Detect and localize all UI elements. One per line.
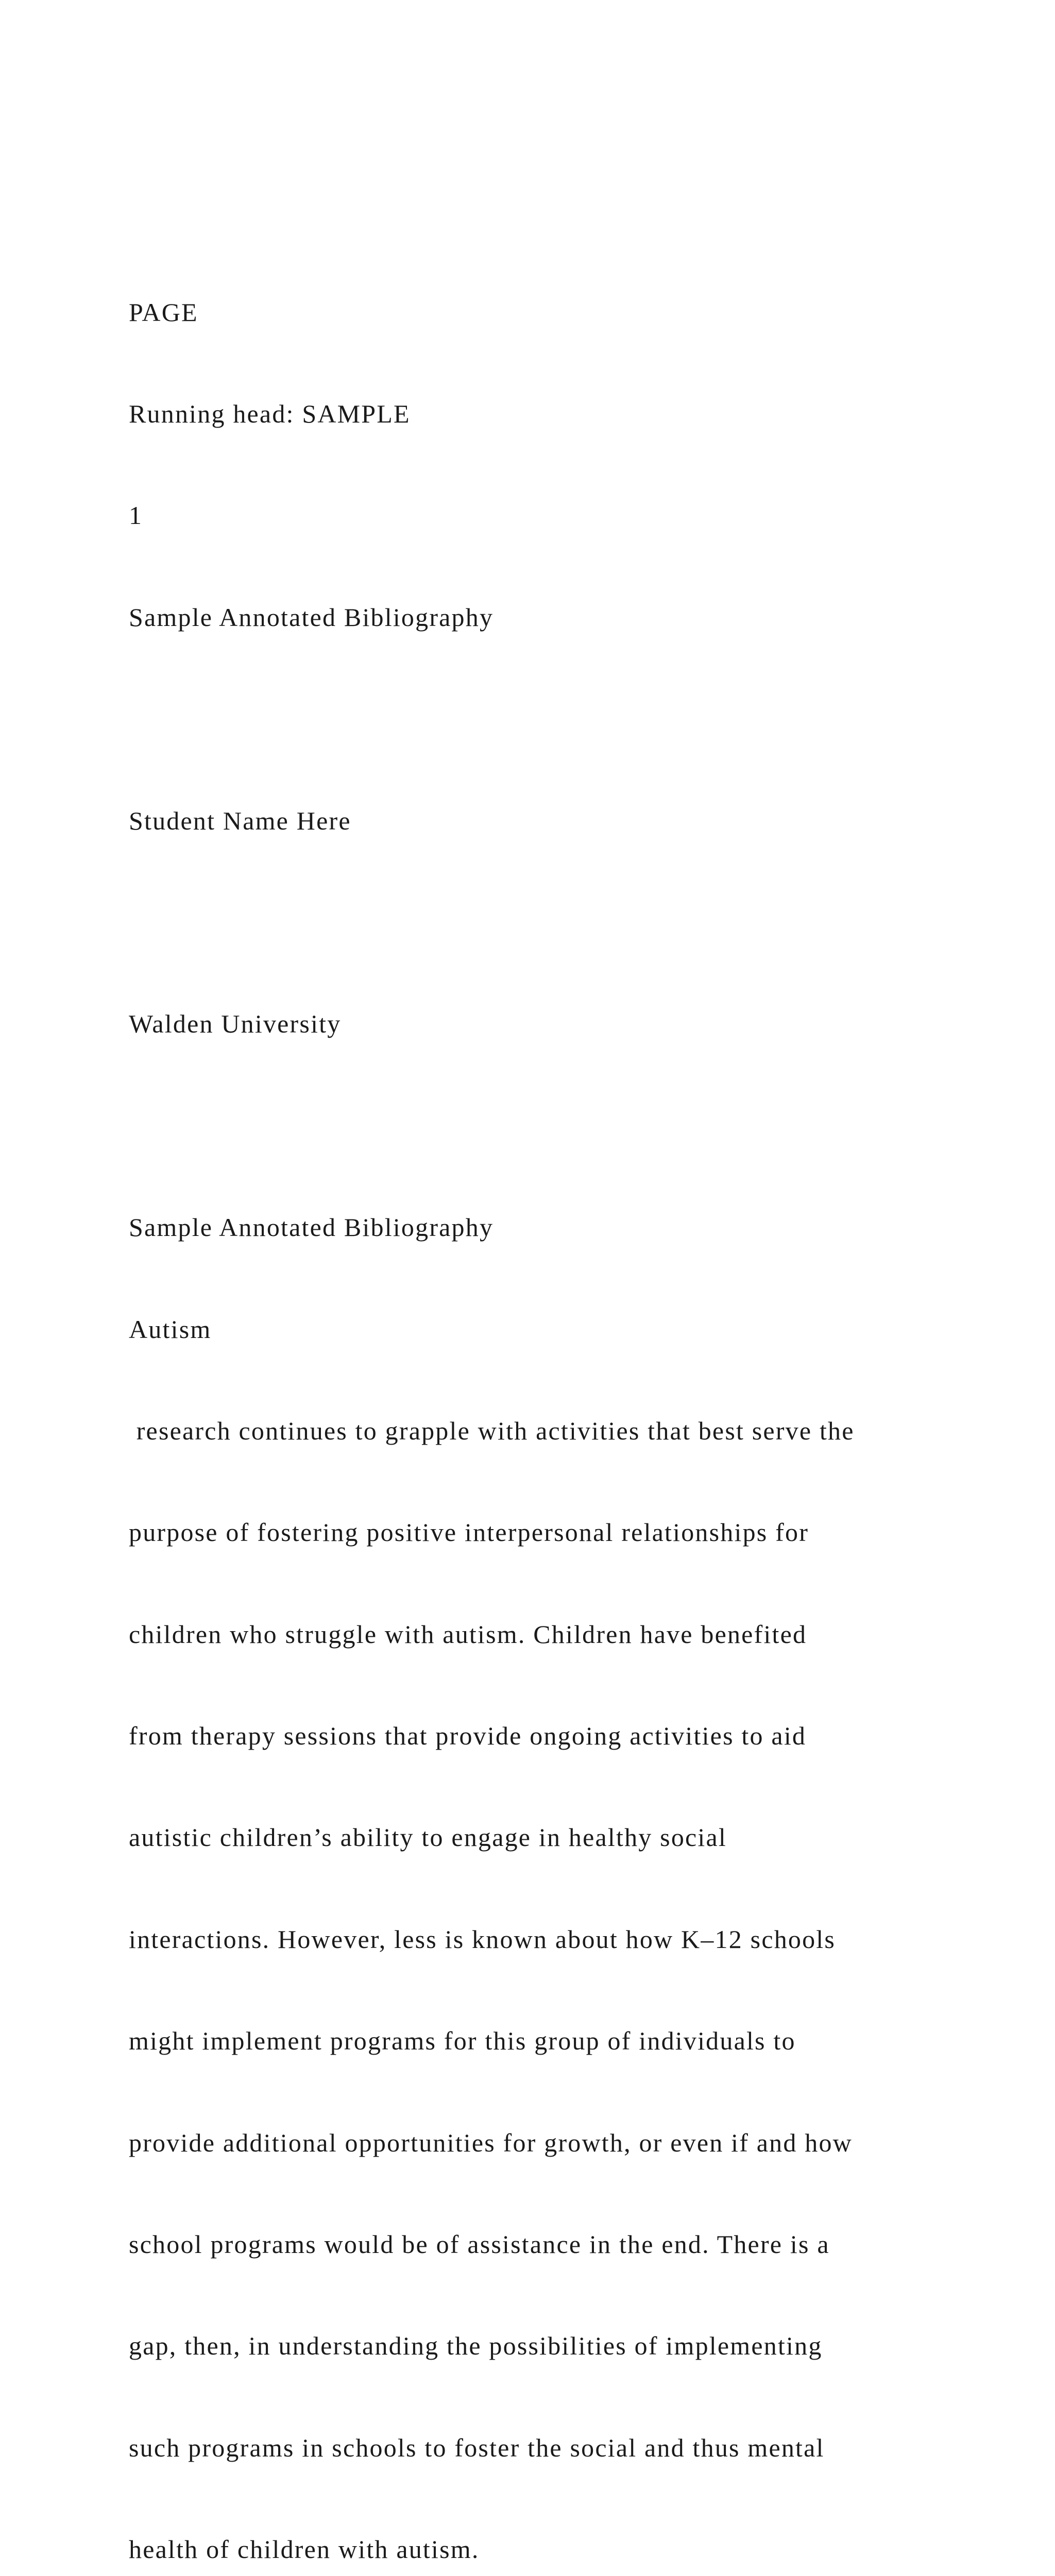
intro-line: children who struggle with autism. Children have benefited — [129, 1619, 807, 1649]
intro-line: such programs in schools to foster the social and thus mental — [129, 2433, 825, 2462]
blank-line — [129, 906, 1015, 940]
intro-line: autistic children’s ability to engage in healthy social — [129, 1823, 727, 1852]
institution-name: Walden University — [129, 1009, 342, 1039]
intro-line: health of children with autism. — [129, 2535, 480, 2564]
intro-line: research continues to grapple with activities that best serve the — [129, 1416, 855, 1445]
running-head: Running head: SAMPLE — [129, 399, 411, 428]
section-title: Sample Annotated Bibliography — [129, 1213, 494, 1242]
header-page-field: PAGE — [129, 297, 198, 327]
intro-line: gap, then, in understanding the possibilities of implementing — [129, 2331, 823, 2361]
title-page-title: Sample Annotated Bibliography — [129, 602, 494, 632]
student-name: Student Name Here — [129, 806, 351, 835]
intro-line: school programs would be of assistance in the end. There is a — [129, 2230, 830, 2259]
intro-line: might implement programs for this group of individuals to — [129, 2026, 796, 2056]
blank-line — [129, 1109, 1015, 1143]
intro-line: interactions. However, less is known about how K–12 schools — [129, 1924, 836, 1954]
intro-line: purpose of fostering positive interpersonal relationships for — [129, 1518, 809, 1547]
document-body — [129, 228, 1015, 2576]
intro-line: from therapy sessions that provide ongoing activities to aid — [129, 1721, 807, 1751]
page-number: 1 — [129, 501, 143, 530]
intro-line: provide additional opportunities for growth, or even if and how — [129, 2128, 853, 2157]
intro-line: Autism — [129, 1314, 212, 1344]
blank-line — [129, 702, 1015, 736]
